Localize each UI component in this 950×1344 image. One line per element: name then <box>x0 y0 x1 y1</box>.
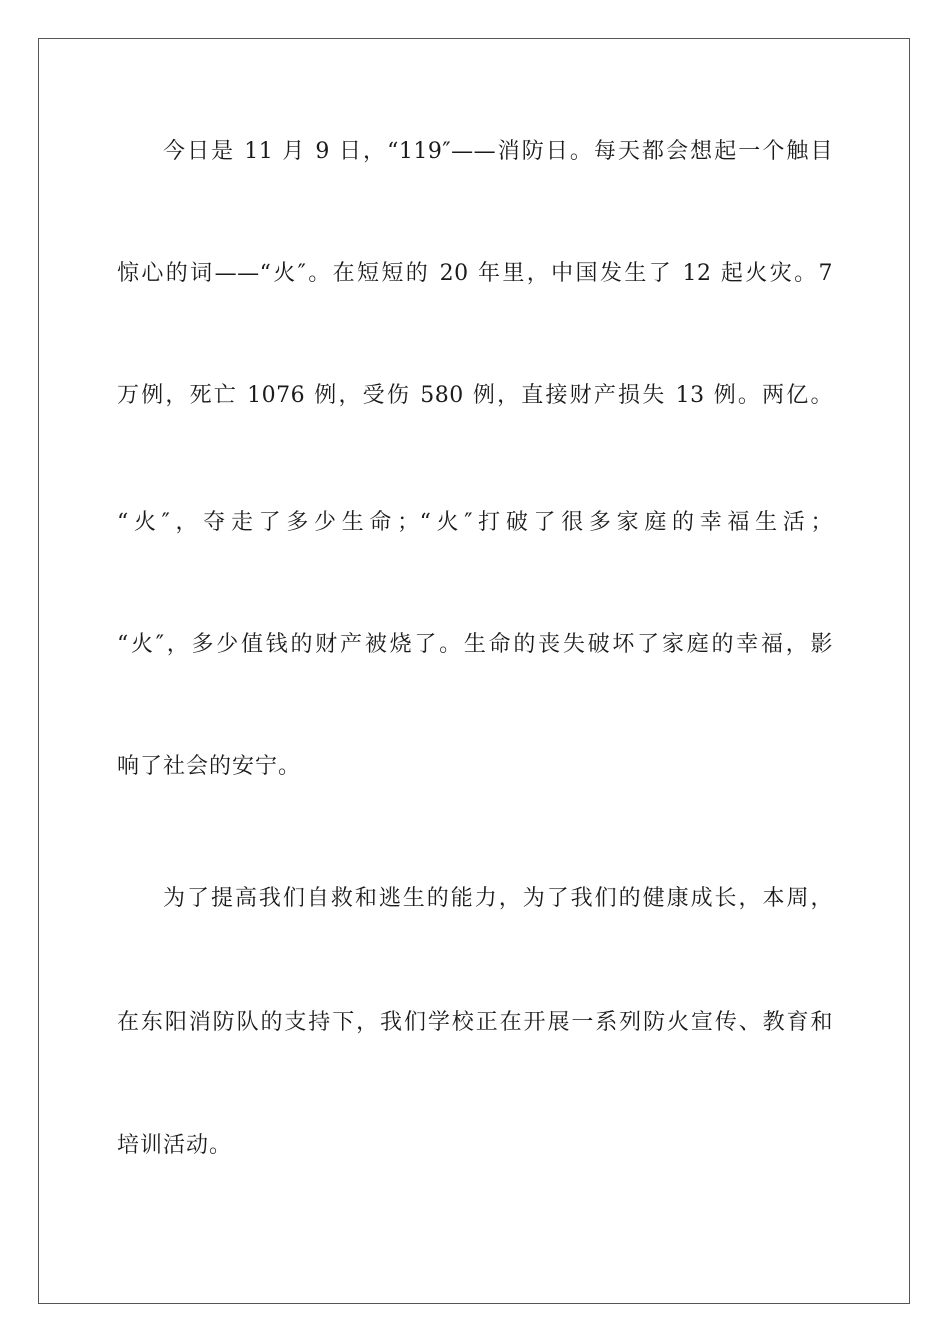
paragraph-line: 响了社会的安宁。 <box>117 754 302 779</box>
paragraph-line: 今日是 11 月 9 日，“119″——消防日。每天都会想起一个触目 <box>163 139 833 164</box>
paragraph-line: “火″，多少值钱的财产被烧了。生命的丧失破坏了家庭的幸福，影 <box>117 632 833 657</box>
paragraph-line: 惊心的词——“火″。在短短的 20 年里，中国发生了 12 起火灾。7 <box>117 261 833 286</box>
paragraph-line: 万例，死亡 1076 例，受伤 580 例，直接财产损失 13 例。两亿。 <box>117 383 833 408</box>
page-border <box>38 38 910 1304</box>
paragraph-line: 为了提高我们自救和逃生的能力，为了我们的健康成长，本周， <box>163 886 833 911</box>
paragraph-line: 在东阳消防队的支持下，我们学校正在开展一系列防火宣传、教育和 <box>117 1010 833 1035</box>
paragraph-line: 培训活动。 <box>117 1133 233 1158</box>
paragraph-line: “火″，夺走了多少生命；“火″打破了很多家庭的幸福生活； <box>117 510 833 535</box>
